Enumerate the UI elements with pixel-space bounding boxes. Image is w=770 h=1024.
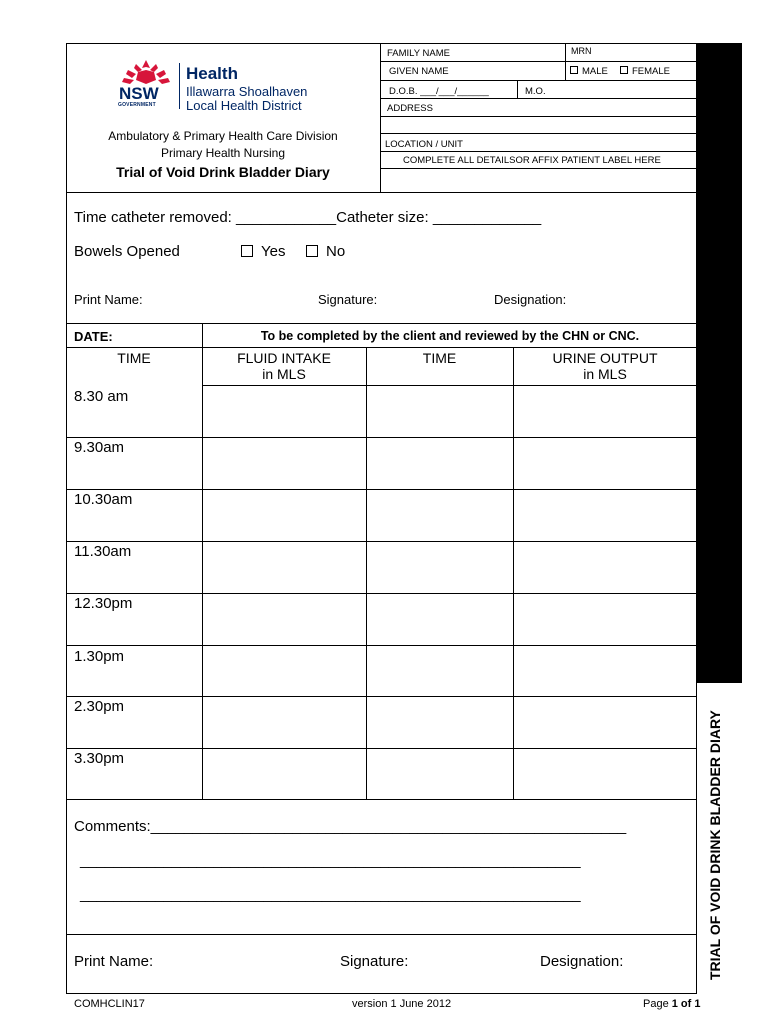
bowels-yes-option[interactable]: Yes [241,243,285,260]
sidebar-title-area [697,683,742,994]
table-line [202,385,697,386]
district-line2: Local Health District [186,98,302,113]
table-row-line [66,541,697,542]
label-line [380,98,697,99]
form-title: Trial of Void Drink Bladder Diary [116,164,330,180]
footer-designation-label: Designation: [540,953,624,970]
row-time-label: 2.30pm [74,698,125,715]
header-fluid-intake: FLUID INTAKE in MLS [237,350,331,382]
date-label: DATE: [74,329,113,344]
row-time-label: 3.30pm [74,750,125,767]
row-time-label: 9.30am [74,439,125,456]
logo-divider [179,63,180,109]
female-checkbox-icon [620,66,628,74]
header-separator [66,192,697,193]
given-name-label: GIVEN NAME [389,66,449,77]
bowels-label: Bowels Opened [74,243,180,260]
comments-line-2[interactable]: ____________________________________________________________ [80,852,581,869]
page-number: Page 1 of 1 [643,998,701,1010]
comments-bottom-line [66,934,697,935]
label-line [380,133,697,134]
comments-line-1[interactable]: Comments:_________________________________________________________ [74,818,627,835]
print-name-label: Print Name: [74,292,143,307]
comments-line-3[interactable]: ____________________________________________________________ [80,886,581,903]
female-option[interactable]: FEMALE [620,66,670,77]
table-col-line [366,347,367,799]
table-instruction: To be completed by the client and reviewed by the CHN or CNC. [260,329,640,343]
header-urine-output: URINE OUTPUT in MLS [552,350,658,382]
mo-label: M.O. [525,86,546,97]
table-col-line [202,323,203,799]
footer-signature-label: Signature: [340,953,409,970]
version-text: version 1 June 2012 [352,998,452,1010]
district-line1: Illawarra Shoalhaven [186,84,308,99]
table-row-line [66,437,697,438]
sidebar-title: TRIAL OF VOID DRINK BLADDER DIARY [707,710,723,980]
catheter-fields[interactable]: Time catheter removed: ____________Catheter size: _____________ [74,209,542,226]
family-name-label: FAMILY NAME [387,48,450,59]
table-top-line [66,323,697,324]
male-option[interactable]: MALE [570,66,608,77]
row-time-label: 11.30am [74,543,132,560]
nsw-wordmark: NSW [119,84,159,103]
label-line [517,80,518,98]
header-time-2: TIME [422,350,457,366]
row-time-label: 12.30pm [74,595,133,612]
yes-checkbox-icon [241,245,253,257]
label-divider [380,43,381,193]
location-label: LOCATION / UNIT [385,139,463,150]
row-time-label: 10.30am [74,491,133,508]
mrn-label: MRN [571,46,592,56]
address-label: ADDRESS [387,103,433,114]
unit-text: Primary Health Nursing [160,146,286,160]
government-wordmark: GOVERNMENT [118,102,156,108]
label-line [380,61,697,62]
table-col-line [513,347,514,799]
form-code: COMHCLIN17 [74,998,145,1010]
bowels-no-option[interactable]: No [306,243,345,260]
label-line [565,43,566,80]
signature-label: Signature: [318,292,378,307]
dob-label: D.O.B. ___/___/______ [389,86,489,97]
header-time-1: TIME [117,350,151,366]
label-line [380,151,697,152]
label-line [380,168,697,169]
table-line [66,347,697,348]
label-instruction: COMPLETE ALL DETAILSOR AFFIX PATIENT LABEL HERE [403,155,661,166]
table-bottom-line [66,799,697,800]
male-checkbox-icon [570,66,578,74]
table-row-line [66,593,697,594]
label-line [380,116,697,117]
sidebar-bar [697,43,742,683]
designation-label: Designation: [494,292,567,307]
health-wordmark: Health [186,64,238,83]
footer-print-name-label: Print Name: [74,953,154,970]
table-row-line [66,696,697,697]
label-line [380,80,697,81]
table-row-line [66,748,697,749]
no-checkbox-icon [306,245,318,257]
division-text: Ambulatory & Primary Health Care Division [108,129,338,143]
table-row-line [66,489,697,490]
row-time-label: 1.30pm [74,648,125,665]
table-row-line [66,645,697,646]
row-time-label: 8.30 am [74,388,129,405]
